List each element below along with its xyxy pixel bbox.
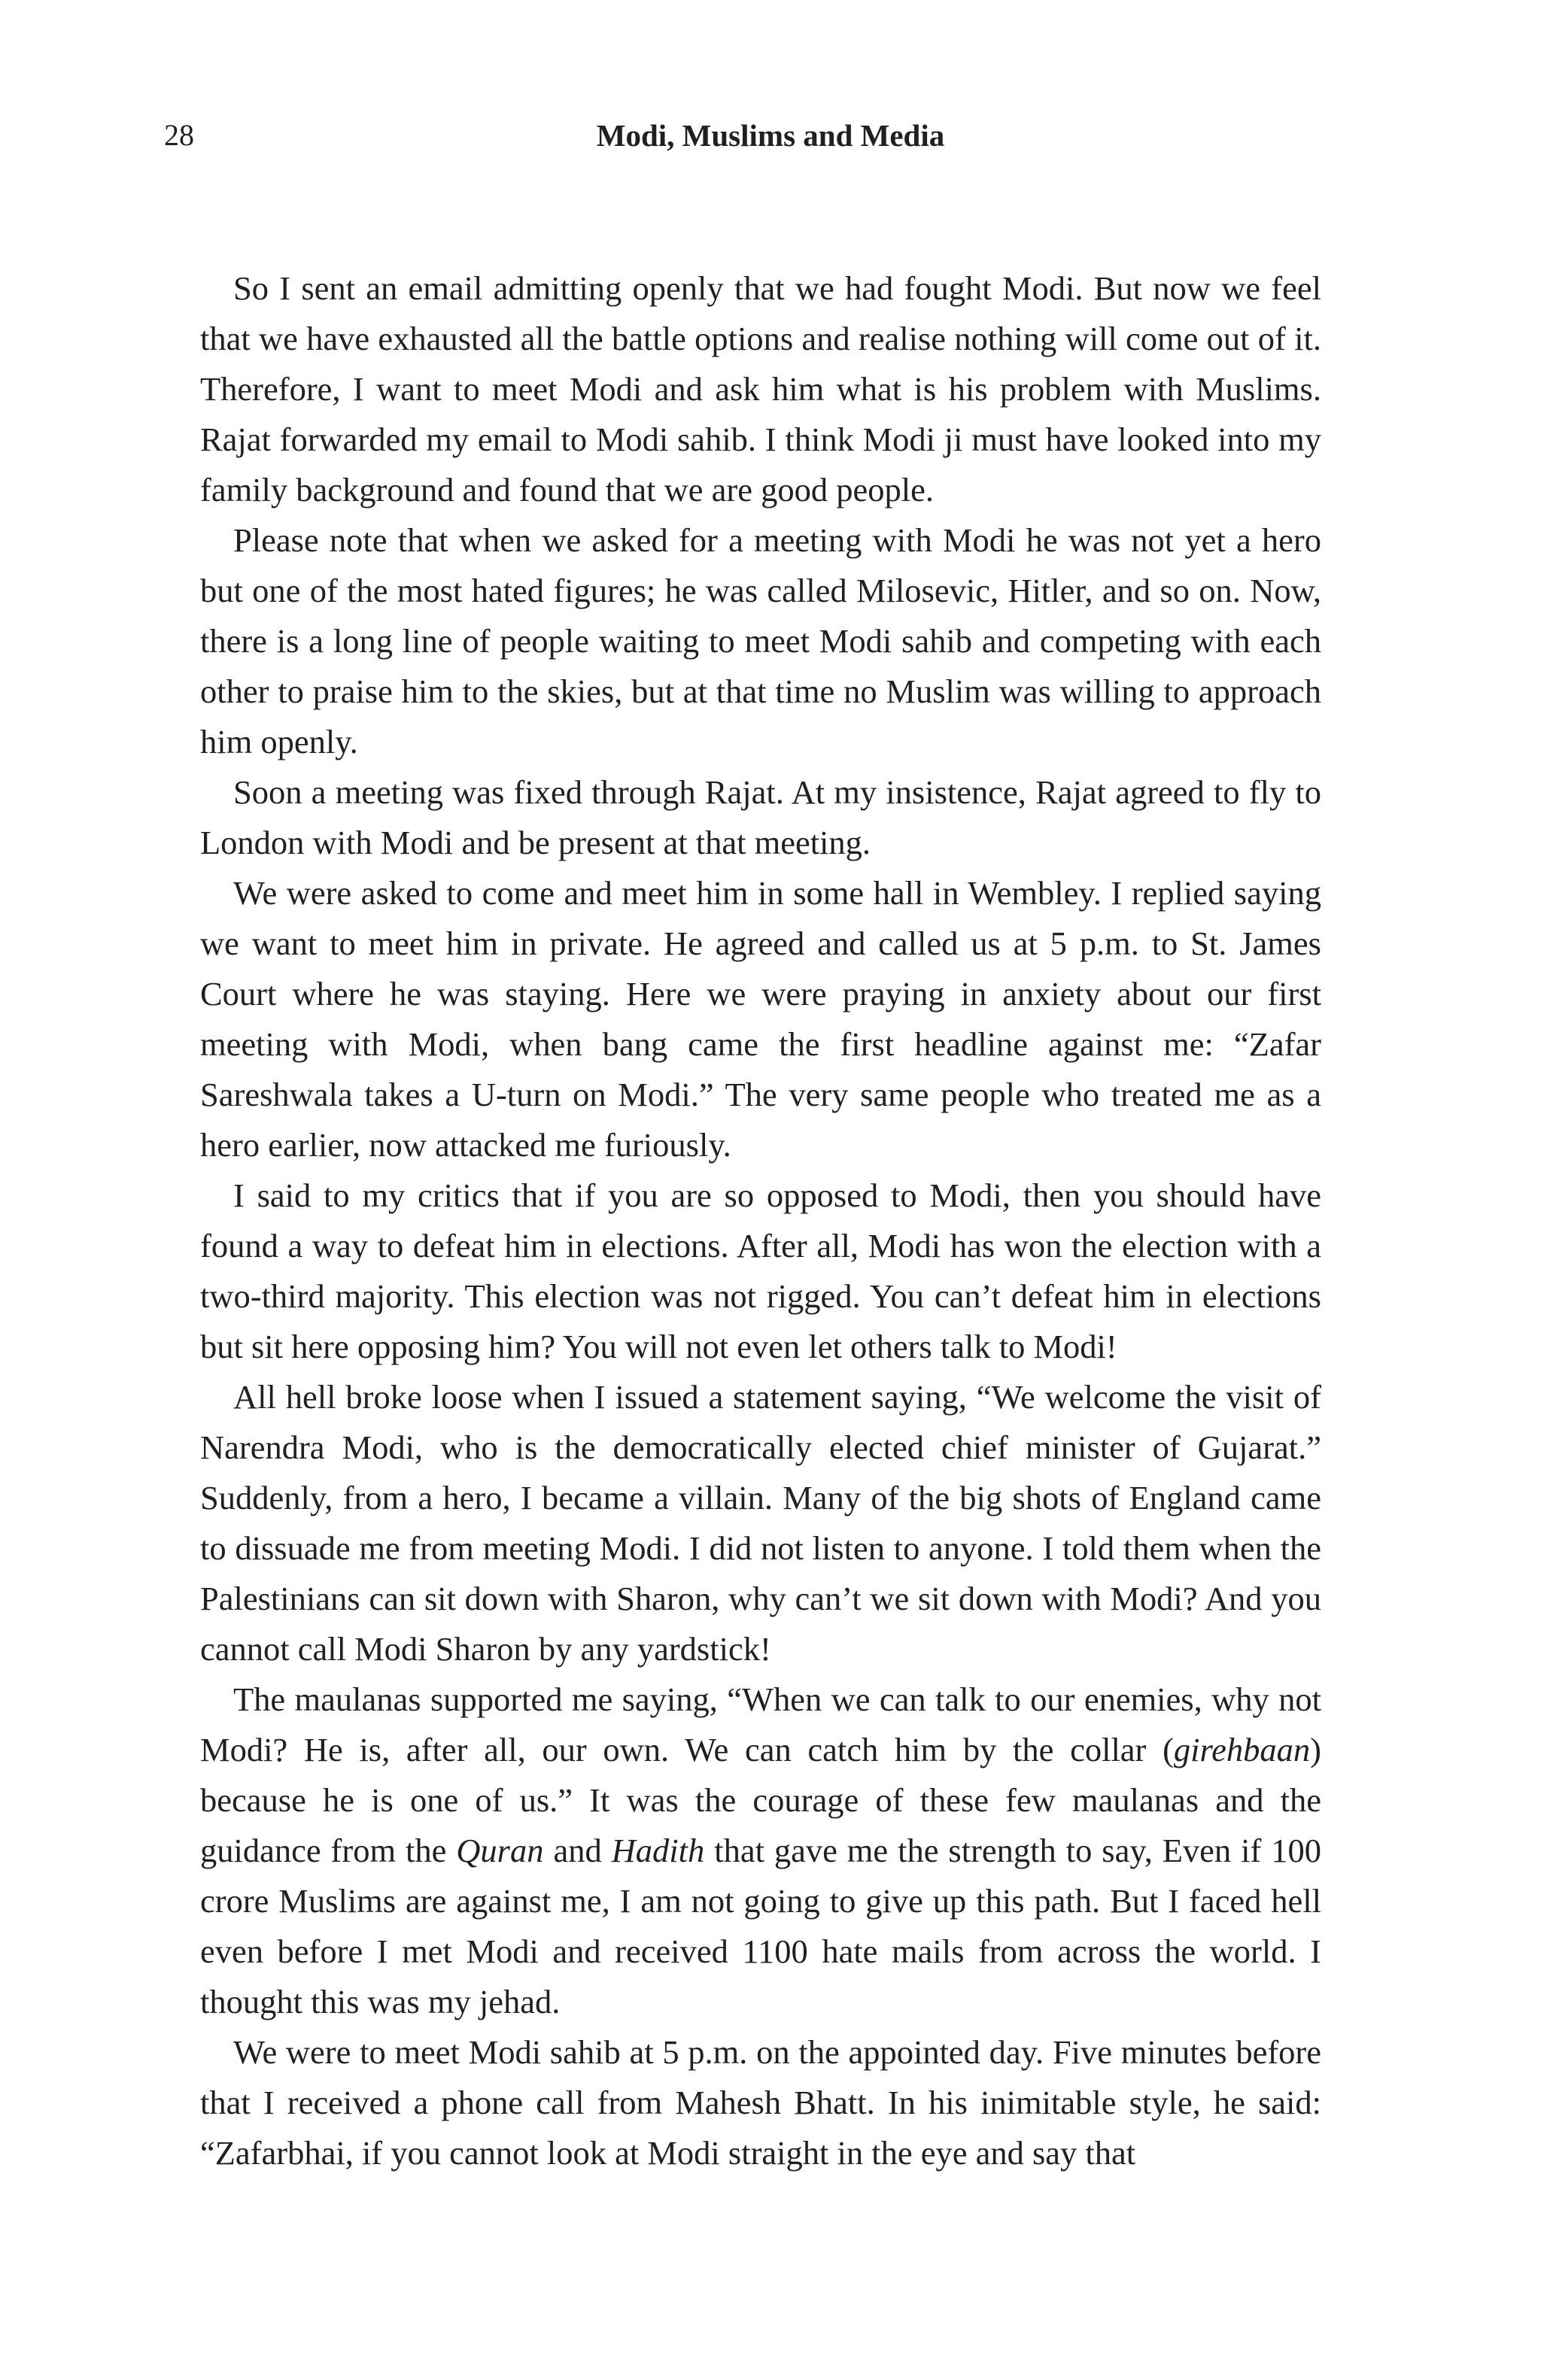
running-head	[0, 113, 1541, 158]
text-run: that gave me the strength to say, Even if 100 crore Muslims are against me, I am not going to give up this path. But I faced hell even before I met Modi and received 1100 hate mails from across the world. I thought this was my jehad.	[200, 1832, 1321, 2020]
page-number: 28	[164, 118, 194, 152]
text-run: and	[543, 1832, 612, 1869]
paragraph: Soon a meeting was fixed through Rajat. At my insistence, Rajat agreed to fly to London with Modi and be present at that meeting.	[200, 773, 1321, 861]
paragraph: All hell broke loose when I issued a statement saying, “We welcome the visit of Narendra Modi, who is the democratically elected chief minister of Gujarat.” Suddenly, from a hero, I became a villain. Many of the big shots of England came to dissuade me from meeting Modi. I did not listen to anyone. I told them when the Palestinians can sit down with Sharon, why can’t we sit down with Modi? And you cannot call Modi Sharon by any yardstick!	[200, 1378, 1321, 1668]
paragraph: I said to my critics that if you are so opposed to Modi, then you should have found a way to defeat him in elections. After all, Modi has won the election with a two-third majority. This election was not rigged. You can’t defeat him in elections but sit here opposing him? You will not even let others talk to Modi!	[200, 1176, 1321, 1365]
italic-term: Hadith	[611, 1832, 705, 1869]
italic-term: girehbaan	[1173, 1731, 1311, 1768]
italic-term: Quran	[456, 1832, 544, 1869]
paragraph: So I sent an email admitting openly that we had fought Modi. But now we feel that we have exhausted all the battle options and realise nothing will come out of it. Therefore, I want to meet Modi and ask him what is his problem with Muslims. Rajat forwarded my email to Modi sahib. I think Modi ji must have looked into my family background and found that we are good people.	[200, 269, 1321, 508]
text-run: ) because he is one of us.” It was the courage of these few maulanas and the guidance from the	[200, 1731, 1321, 1869]
paragraph: We were asked to come and meet him in some hall in Wembley. I replied saying we want to meet him in private. He agreed and called us at 5 p.m. to St. James Court where he was staying. Here we were praying in anxiety about our first meeting with Modi, when bang came the first headline against me: “Zafar Sareshwala takes a U-turn on Modi.” The very same people who treated me as a hero earlier, now attacked me furiously.	[200, 874, 1321, 1164]
paragraph: We were to meet Modi sahib at 5 p.m. on the appointed day. Five minutes before that I received a phone call from Mahesh Bhatt. In his inimitable style, he said: “Zafarbhai, if you cannot look at Modi straight in the eye and say that	[200, 2033, 1321, 2172]
paragraph: Please note that when we asked for a meeting with Modi he was not yet a hero but one of the most hated figures; he was called Milosevic, Hitler, and so on. Now, there is a long line of people waiting to meet Modi sahib and competing with each other to praise him to the skies, but at that time no Muslim was willing to approach him openly.	[200, 521, 1321, 760]
paragraph	[200, 1674, 1321, 2027]
book-title: Modi, Muslims and Media	[596, 118, 945, 153]
body-text	[200, 263, 1321, 2178]
text-run: The maulanas supported me saying, “When we can talk to our enemies, why not Modi? He is, after all, our own. We can catch him by the collar (	[200, 1680, 1321, 1768]
